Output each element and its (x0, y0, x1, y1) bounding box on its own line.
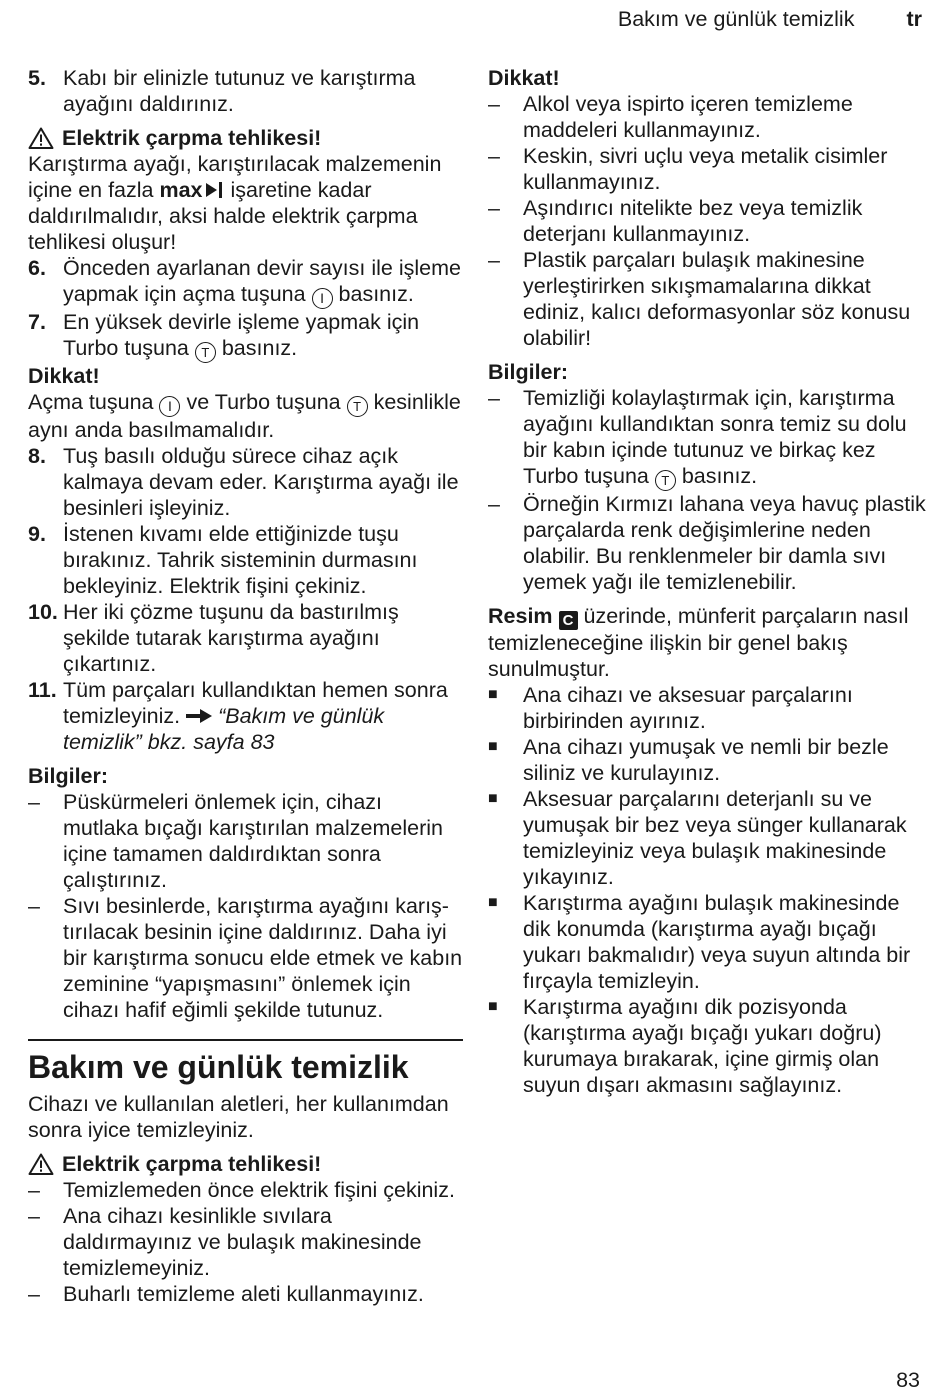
list-item: – Aşındırıcı nitelikte bez veya temizlik deterjanı kullanmayınız. (488, 196, 863, 246)
section-intro: Cihazı ve kullanılan aletleri, her kullanımdan sonra iyice temizleyiniz. (28, 1092, 449, 1142)
square-bullet-icon: ■ (488, 790, 498, 807)
step-number: 10. (28, 600, 58, 624)
turbo-button-icon: T (347, 396, 368, 417)
figure-c-icon: C (559, 611, 578, 630)
turbo-button-icon: T (655, 470, 676, 491)
dash-bullet: – (488, 144, 500, 168)
caution-text: Açma tuşuna I ve Turbo tuşuna T kesinlikle aynı anda basılmamalıdır. (28, 390, 461, 442)
list-item: – Örneğin Kırmızı lahana veya havuç plastik parçalarda renk değişimlerine neden olabilir. Bu renklenmeler bir damla sıvı yemek yağı ile temizlenebilir. (488, 492, 926, 594)
step-number: 5. (28, 66, 46, 90)
list-item: – Püskürmeleri önlemek için, cihazı mutlaka bıçağı karıştırılan malzemelerin içine tamamen daldırdıktan sonra çalıştırınız. (28, 790, 443, 892)
list-item: – Plastik parçaları bulaşık makinesine yerleştirirken sıkışmamalarına dikkat ediniz, kalıcı deformasyonlar söz konusu olabilir! (488, 248, 911, 350)
dash-bullet: – (28, 1282, 40, 1306)
list-item: – Ana cihazı kesinlikle sıvılara daldırmayınız ve bulaşık makinesinde temizlemeyiniz. (28, 1204, 422, 1280)
step-number: 11. (28, 678, 57, 702)
figure-reference: Resim C üzerinde, münferit parçaların nasıl temizleneceğine ilişkin bir genel bakış sunulmuştur. (488, 604, 909, 681)
turbo-button-icon: T (195, 342, 216, 363)
list-item: – Alkol veya ispirto içeren temizleme maddeleri kullanmayınız. (488, 92, 853, 142)
step-text: Kabı bir elinizle tutunuz ve karıştırma ayağını daldırınız. (63, 66, 416, 116)
caution-title: Dikkat! (488, 66, 560, 90)
square-bullet-icon: ■ (488, 894, 498, 911)
header-language: tr (906, 7, 922, 31)
warning-title: Elektrik çarpma tehlikesi! (62, 126, 322, 150)
max-label: max (159, 178, 203, 202)
page-header (618, 6, 922, 32)
warning-title: Elektrik çarpma tehlikesi! (62, 1152, 322, 1176)
step-text: Tuş basılı olduğu sürece cihaz açık kalmaya devam eder. Karıştırma ayağı ile besinleri işleyiniz. (63, 444, 459, 520)
square-bullet-icon: ■ (488, 738, 498, 755)
list-item: ■ Karıştırma ayağını dik pozisyonda (karıştırma ayağı bıçağı yukarı doğru) kurumaya bırakarak, içine girmiş olan suyun dışarı akmasını sağlayınız. (488, 995, 882, 1097)
warning-triangle-icon (28, 127, 54, 149)
dash-bullet: – (28, 894, 40, 918)
notes-block (488, 359, 928, 595)
dash-bullet: – (28, 790, 40, 814)
step-number: 6. (28, 256, 46, 280)
caution-block (488, 65, 928, 351)
section-divider (28, 1039, 463, 1041)
caution-block (28, 363, 463, 443)
step-number: 7. (28, 310, 46, 334)
step-text: Önceden ayarlanan devir sayısı ile işleme yapmak için açma tuşuna I basınız. (63, 255, 463, 309)
warning-text: Karıştırma ayağı, karıştırılacak malzemenin içine en fazla max işaretine kadar daldırılmalıdır, aksi halde elektrik çarpma tehlikesi oluşur! (28, 152, 442, 254)
list-item: ■ Ana cihazı ve aksesuar parçalarını birbirinden ayırınız. (488, 683, 853, 733)
square-bullet-icon: ■ (488, 998, 498, 1015)
step-number: 8. (28, 444, 46, 468)
list-item: ■ Ana cihazı yumuşak ve nemli bir bezle siliniz ve kurulayınız. (488, 735, 889, 785)
power-button-icon: I (312, 288, 333, 309)
step-10 (28, 599, 463, 677)
list-item: – Buharlı temizleme aleti kullanmayınız. (28, 1282, 424, 1306)
square-bullet-icon: ■ (488, 686, 498, 703)
cross-reference: “Bakım ve günlük temizlik” bkz. sayfa 83 (63, 704, 385, 754)
dash-bullet: – (28, 1178, 40, 1202)
list-item: – Sıvı besinlerde, karıştırma ayağını karış-tırılacak besinin içine daldırınız. Daha iyi bir karıştırma sonucu elde etmek ve kabın zeminine “yapışmasını” önlemek için cihazı hafif eğimli şekilde tutunuz. (28, 894, 463, 1022)
dash-bullet: – (488, 92, 500, 116)
dash-bullet: – (488, 386, 500, 410)
arrow-right-icon (186, 709, 212, 723)
power-button-icon: I (159, 396, 180, 417)
warning-electric-shock (28, 125, 463, 255)
figure-label: Resim (488, 604, 553, 628)
step-5 (28, 65, 463, 117)
list-item: – Keskin, sivri uçlu veya metalik cisimler kullanmayınız. (488, 144, 888, 194)
list-item: ■ Karıştırma ayağını bulaşık makinesinde dik konumda (karıştırma ayağı bıçağı yukarı bakmalıdır) veya suyun altında bir fırçayla temizleyin. (488, 891, 911, 993)
left-column (28, 65, 463, 1307)
step-text: İstenen kıvamı elde ettiğinizde tuşu bırakınız. Tahrik sisteminin durmasını bekleyiniz. Elektrik fişini çekiniz. (63, 522, 418, 598)
list-item: – Temizliği kolaylaştırmak için, karıştırma ayağını kullandıktan sonra temiz su dolu bir kabın içinde tutunuz ve birkaç kez Turbo tuşuna T basınız. (488, 385, 928, 491)
max-mark-icon (203, 182, 225, 198)
dash-bullet: – (488, 196, 500, 220)
header-title: Bakım ve günlük temizlik (617, 7, 855, 31)
warning-triangle-icon (28, 1153, 54, 1175)
section-heading: Bakım ve günlük temizlik (28, 1049, 409, 1085)
notes-title: Bilgiler: (28, 764, 109, 788)
page-number: 83 (896, 1368, 920, 1392)
dash-bullet: – (28, 1204, 40, 1228)
dash-bullet: – (488, 248, 500, 272)
list-item: – Temizlemeden önce elektrik fişini çekiniz. (28, 1178, 455, 1202)
step-text: Tüm parçaları kullandıktan hemen sonra temizleyiniz. “Bakım ve günlük temizlik” bkz. sayfa 83 (63, 678, 448, 754)
step-text: Her iki çözme tuşunu da bastırılmış şekilde tutarak karıştırma ayağını çıkartınız. (63, 600, 399, 676)
cleaning-steps-list (488, 682, 928, 1098)
caution-title: Dikkat! (28, 364, 100, 388)
notes-title: Bilgiler: (488, 360, 569, 384)
warning-electric-shock-cleaning (28, 1151, 463, 1307)
step-number: 9. (28, 522, 46, 546)
step-text: En yüksek devirle işleme yapmak için Turbo tuşuna T basınız. (63, 309, 463, 363)
list-item: ■ Aksesuar parçalarını deterjanlı su ve yumuşak bir bez veya sünger kullanarak temizleyiniz veya bulaşık makinesinde yıkayınız. (488, 787, 907, 889)
step-8 (28, 443, 463, 521)
step-6 (28, 255, 463, 309)
dash-bullet: – (488, 492, 500, 516)
right-column (488, 65, 928, 1098)
step-11 (28, 677, 463, 755)
step-7 (28, 309, 463, 363)
notes-block (28, 763, 463, 1023)
step-9 (28, 521, 463, 599)
